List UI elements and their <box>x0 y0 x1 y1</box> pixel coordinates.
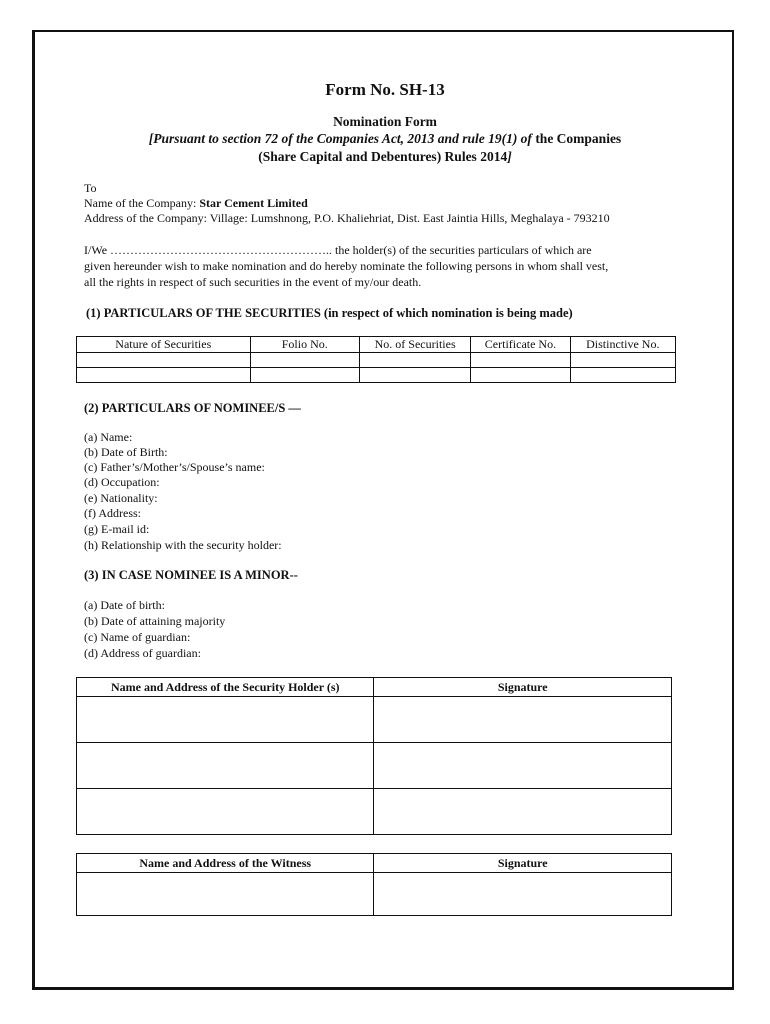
table-row <box>77 789 672 835</box>
col-nature: Nature of Securities <box>77 337 251 353</box>
table-cell[interactable] <box>374 743 672 789</box>
company-name-line <box>84 196 308 211</box>
holder-col-signature: Signature <box>374 678 672 697</box>
declaration-line-3: all the rights in respect of such securities in the event of my/our death. <box>84 275 422 289</box>
address-value: Village: Lumshnong, P.O. Khaliehriat, Dist. East Jaintia Hills, Meghalaya - 793210 <box>209 211 610 225</box>
table-cell[interactable] <box>250 353 359 368</box>
table-row <box>77 353 676 368</box>
company-address-line <box>84 211 610 226</box>
section3-heading: (3) IN CASE NOMINEE IS A MINOR-- <box>84 568 298 582</box>
minor-guardian-name-field: (c) Name of guardian: <box>84 630 191 644</box>
table-cell[interactable] <box>374 697 672 743</box>
table-cell[interactable] <box>570 368 675 383</box>
table-cell[interactable] <box>471 368 570 383</box>
form-rules-line <box>0 149 770 165</box>
minor-majority-field: (b) Date of attaining majority <box>84 614 226 628</box>
section2-heading: (2) PARTICULARS OF NOMINEE/S — <box>84 401 301 415</box>
table-cell[interactable] <box>374 789 672 835</box>
pursuant-companies: the Companies <box>535 131 622 146</box>
nominee-name-field: (a) Name: <box>84 430 133 444</box>
security-holder-table <box>76 677 672 835</box>
declaration-line-1: I/We ……………………………………………….. the holder(s) of the securities particulars of which are <box>84 243 592 257</box>
table-cell[interactable] <box>77 789 374 835</box>
witness-col-name: Name and Address of the Witness <box>77 854 374 873</box>
witness-table <box>76 853 672 916</box>
table-cell[interactable] <box>471 353 570 368</box>
table-row <box>77 873 672 916</box>
table-cell[interactable] <box>77 353 251 368</box>
col-no-securities: No. of Securities <box>359 337 470 353</box>
nominee-address-field: (f) Address: <box>84 506 141 520</box>
securities-table <box>76 336 676 383</box>
table-cell[interactable] <box>374 873 672 916</box>
col-certificate: Certificate No. <box>471 337 570 353</box>
table-cell[interactable] <box>359 368 470 383</box>
holder-col-name: Name and Address of the Security Holder (s) <box>77 678 374 697</box>
section1-heading: (1) PARTICULARS OF THE SECURITIES (in respect of which nomination is being made) <box>86 306 573 320</box>
to-label: To <box>84 181 97 195</box>
table-row <box>77 368 676 383</box>
table-cell[interactable] <box>77 873 374 916</box>
witness-col-signature: Signature <box>374 854 672 873</box>
declaration-line-2: given hereunder wish to make nomination and do hereby nominate the following persons in whom shall vest, <box>84 259 609 273</box>
company-label: Name of the Company: <box>84 196 197 210</box>
form-subtitle: Nomination Form <box>333 114 437 129</box>
minor-guardian-address-field: (d) Address of guardian: <box>84 646 201 660</box>
nominee-nationality-field: (e) Nationality: <box>84 491 158 505</box>
nominee-occupation-field: (d) Occupation: <box>84 475 160 489</box>
pursuant-text: [Pursuant to section 72 of the Companies Act, 2013 and rule 19(1) of <box>148 131 532 146</box>
nominee-dob-field: (b) Date of Birth: <box>84 445 168 459</box>
form-title: Form No. SH-13 <box>325 80 445 99</box>
form-pursuant-line <box>0 131 770 147</box>
nominee-relationship-field: (h) Relationship with the security holder: <box>84 538 282 552</box>
col-folio: Folio No. <box>250 337 359 353</box>
rules-text: (Share Capital and Debentures) Rules 2014 <box>258 149 508 164</box>
nominee-email-field: (g) E-mail id: <box>84 522 150 536</box>
table-cell[interactable] <box>77 697 374 743</box>
table-row <box>77 697 672 743</box>
nominee-parent-field: (c) Father’s/Mother’s/Spouse’s name: <box>84 460 265 474</box>
address-label: Address of the Company: <box>84 211 207 225</box>
table-row <box>77 743 672 789</box>
table-cell[interactable] <box>77 368 251 383</box>
table-cell[interactable] <box>250 368 359 383</box>
table-cell[interactable] <box>77 743 374 789</box>
company-name: Star Cement Limited <box>199 196 308 210</box>
rules-close: ] <box>507 149 512 164</box>
col-distinctive: Distinctive No. <box>570 337 675 353</box>
table-cell[interactable] <box>359 353 470 368</box>
minor-dob-field: (a) Date of birth: <box>84 598 165 612</box>
table-cell[interactable] <box>570 353 675 368</box>
